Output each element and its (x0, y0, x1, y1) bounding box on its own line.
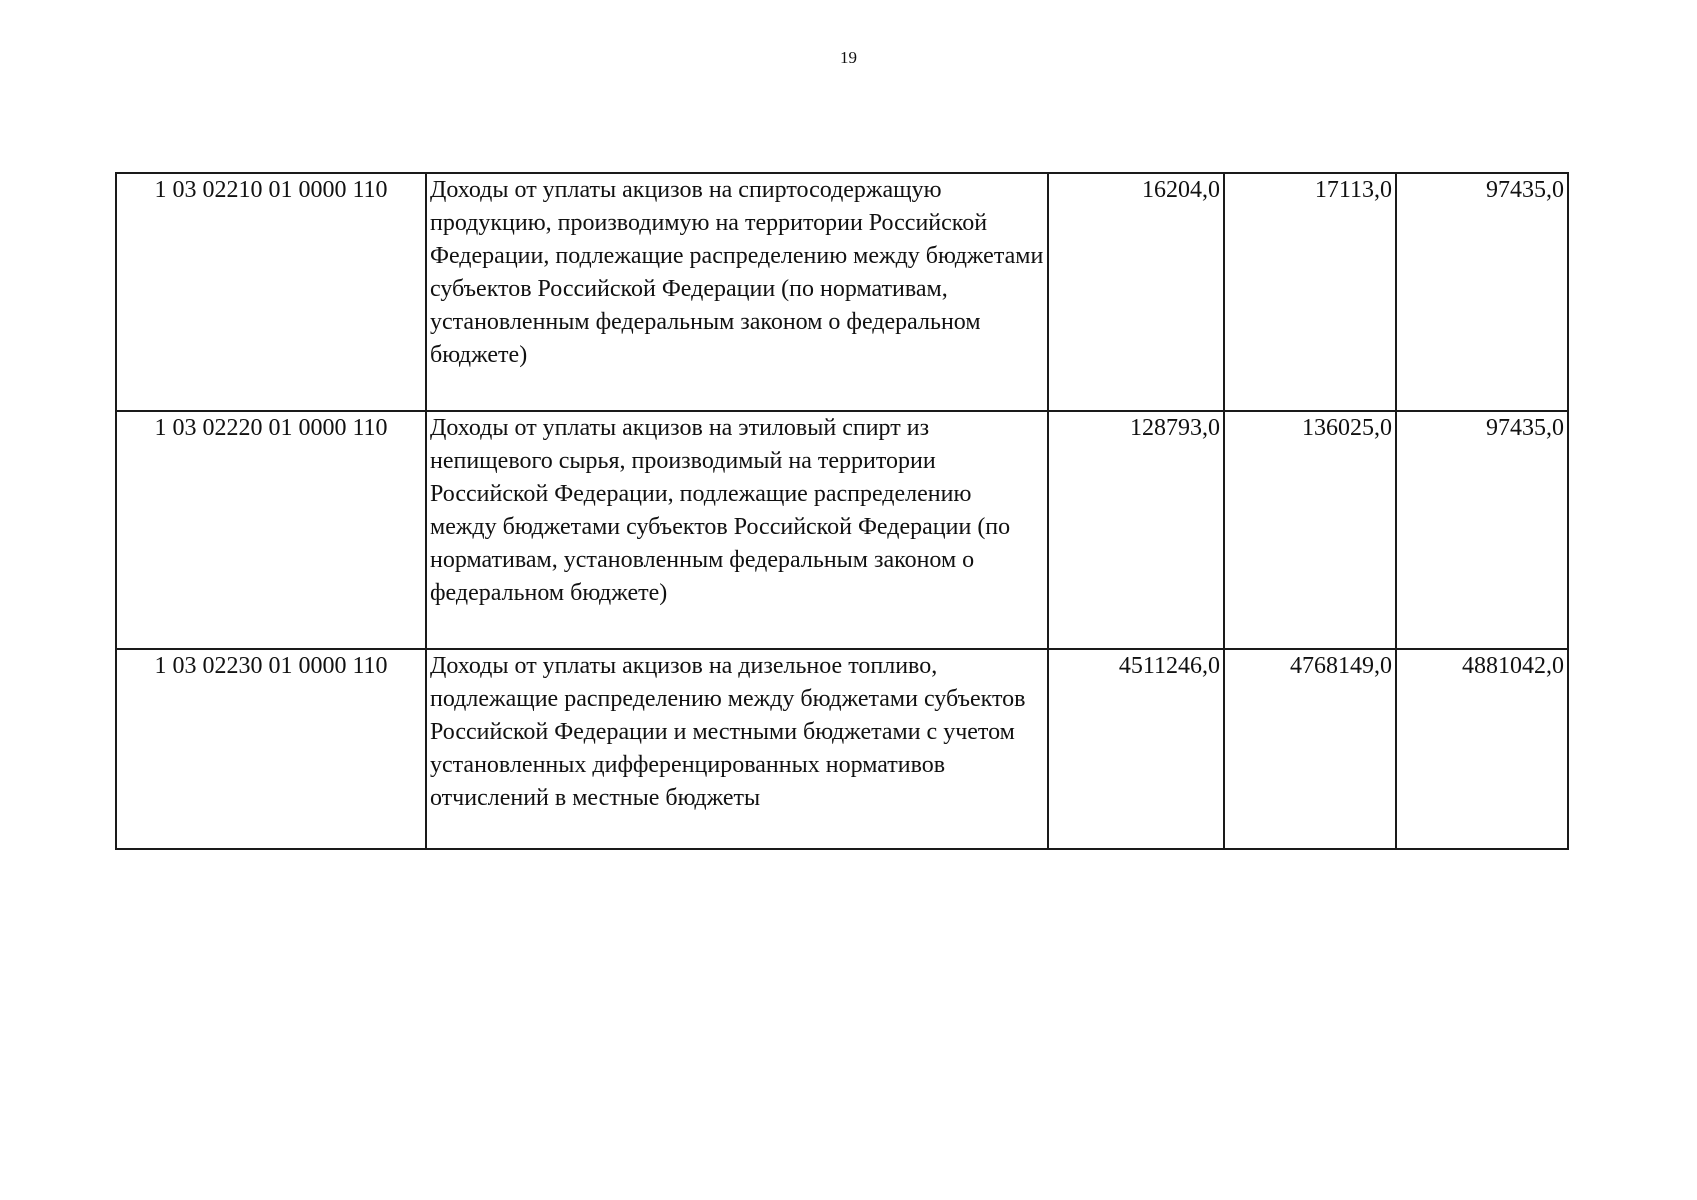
value-cell-1: 128793,0 (1048, 411, 1224, 649)
value-cell-3: 4881042,0 (1396, 649, 1568, 849)
value-cell-3: 97435,0 (1396, 173, 1568, 411)
value-cell-1: 4511246,0 (1048, 649, 1224, 849)
description-cell: Доходы от уплаты акцизов на дизельное топливо, подлежащие распределению между бюджетами субъектов Российской Федерации и местными бюджетами с учетом установленных дифференцированных нормативов отчислений в местные бюджеты (426, 649, 1048, 849)
value-cell-3: 97435,0 (1396, 411, 1568, 649)
budget-revenue-table (115, 172, 1569, 850)
table-row (116, 649, 1568, 849)
table-row (116, 173, 1568, 411)
value-cell-2: 136025,0 (1224, 411, 1396, 649)
value-cell-2: 4768149,0 (1224, 649, 1396, 849)
budget-code-cell: 1 03 02210 01 0000 110 (116, 173, 426, 411)
value-cell-1: 16204,0 (1048, 173, 1224, 411)
value-cell-2: 17113,0 (1224, 173, 1396, 411)
budget-code-cell: 1 03 02230 01 0000 110 (116, 649, 426, 849)
description-cell: Доходы от уплаты акцизов на спиртосодержащую продукцию, производимую на территории Российской Федерации, подлежащие распределению между бюджетами субъектов Российской Федерации (по нормативам, установленным федеральным законом о федеральном бюджете) (426, 173, 1048, 411)
page-number: 19 (840, 48, 857, 67)
budget-code-cell: 1 03 02220 01 0000 110 (116, 411, 426, 649)
table-row (116, 411, 1568, 649)
description-cell: Доходы от уплаты акцизов на этиловый спирт из непищевого сырья, производимый на территории Российской Федерации, подлежащие распределению между бюджетами субъектов Российской Федерации (по нормативам, установленным федеральным законом о федеральном бюджете) (426, 411, 1048, 649)
